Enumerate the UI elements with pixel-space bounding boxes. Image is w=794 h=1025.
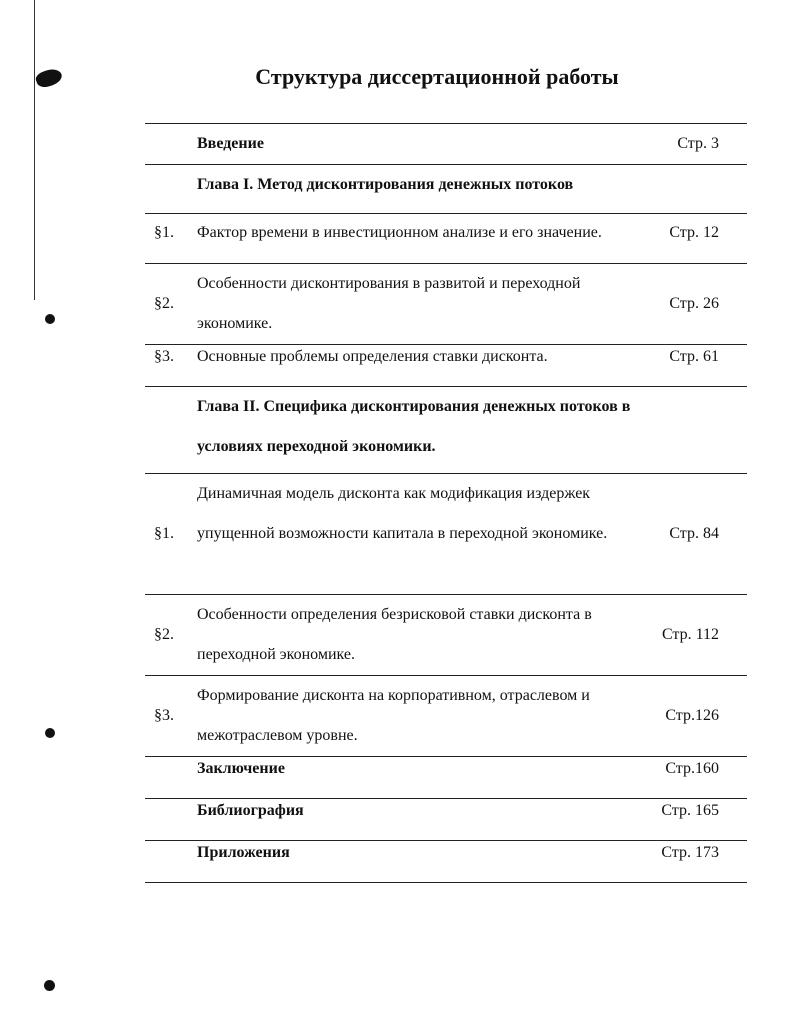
toc-entry-chapter-1 [145, 165, 747, 214]
page-reference: Стр. 26 [669, 295, 719, 312]
page-reference: Стр. 61 [669, 348, 719, 365]
page-reference: Стр. 112 [661, 626, 719, 643]
section-number: §3. [154, 707, 174, 724]
toc-entry-ch2-section-2 [145, 595, 747, 676]
section-number: §2. [154, 626, 174, 643]
page-title: Структура диссертационной работы [255, 64, 619, 89]
page-reference: Стр. 12 [669, 224, 719, 241]
punch-hole-mark [45, 314, 55, 324]
entry-title: Динамичная модель дисконта как модификация издержек упущенной возможности капитала в переходной экономике. [197, 485, 608, 542]
toc-entry-conclusion [145, 757, 747, 799]
page-reference: Стр.160 [665, 760, 719, 777]
toc-entry-ch2-section-3 [145, 676, 747, 757]
section-number: §1. [154, 224, 174, 241]
chapter-title: Глава II. Специфика дисконтирования денежных потоков в условиях переходной экономики. [197, 398, 631, 455]
entry-title: Особенности дисконтирования в развитой и переходной экономике. [197, 275, 581, 332]
entry-title: Фактор времени в инвестиционном анализе и его значение. [197, 224, 602, 241]
scan-edge-line [34, 0, 35, 300]
entry-title: Библиография [197, 802, 304, 819]
toc-entry-ch1-section-1 [145, 214, 747, 264]
entry-title: Приложения [197, 844, 290, 861]
entry-title: Основные проблемы определения ставки дисконта. [197, 348, 548, 365]
toc-entry-ch2-section-1 [145, 474, 747, 595]
entry-title: Формирование дисконта на корпоративном, отраслевом и межотраслевом уровне. [197, 687, 590, 744]
punch-hole-mark [45, 728, 55, 738]
table-of-contents [145, 123, 747, 883]
toc-entry-chapter-2 [145, 387, 747, 474]
toc-entry-ch1-section-2 [145, 264, 747, 345]
page-reference: Стр. 173 [661, 844, 719, 861]
page-reference: Стр.126 [665, 707, 719, 724]
punch-hole-mark [44, 980, 55, 991]
toc-entry-introduction [145, 124, 747, 165]
section-number: §1. [154, 525, 174, 542]
entry-title: Заключение [197, 760, 285, 777]
section-number: §3. [154, 348, 174, 365]
page-reference: Стр. 165 [661, 802, 719, 819]
entry-title: Особенности определения безрисковой ставки дисконта в переходной экономике. [197, 606, 592, 663]
toc-entry-ch1-section-3 [145, 345, 747, 387]
page-reference: Стр. 3 [677, 135, 719, 152]
toc-entry-appendices [145, 841, 747, 883]
chapter-title: Глава I. Метод дисконтирования денежных потоков [197, 176, 574, 193]
toc-entry-bibliography [145, 799, 747, 841]
entry-title: Введение [197, 135, 264, 152]
page-reference: Стр. 84 [669, 525, 719, 542]
section-number: §2. [154, 295, 174, 312]
